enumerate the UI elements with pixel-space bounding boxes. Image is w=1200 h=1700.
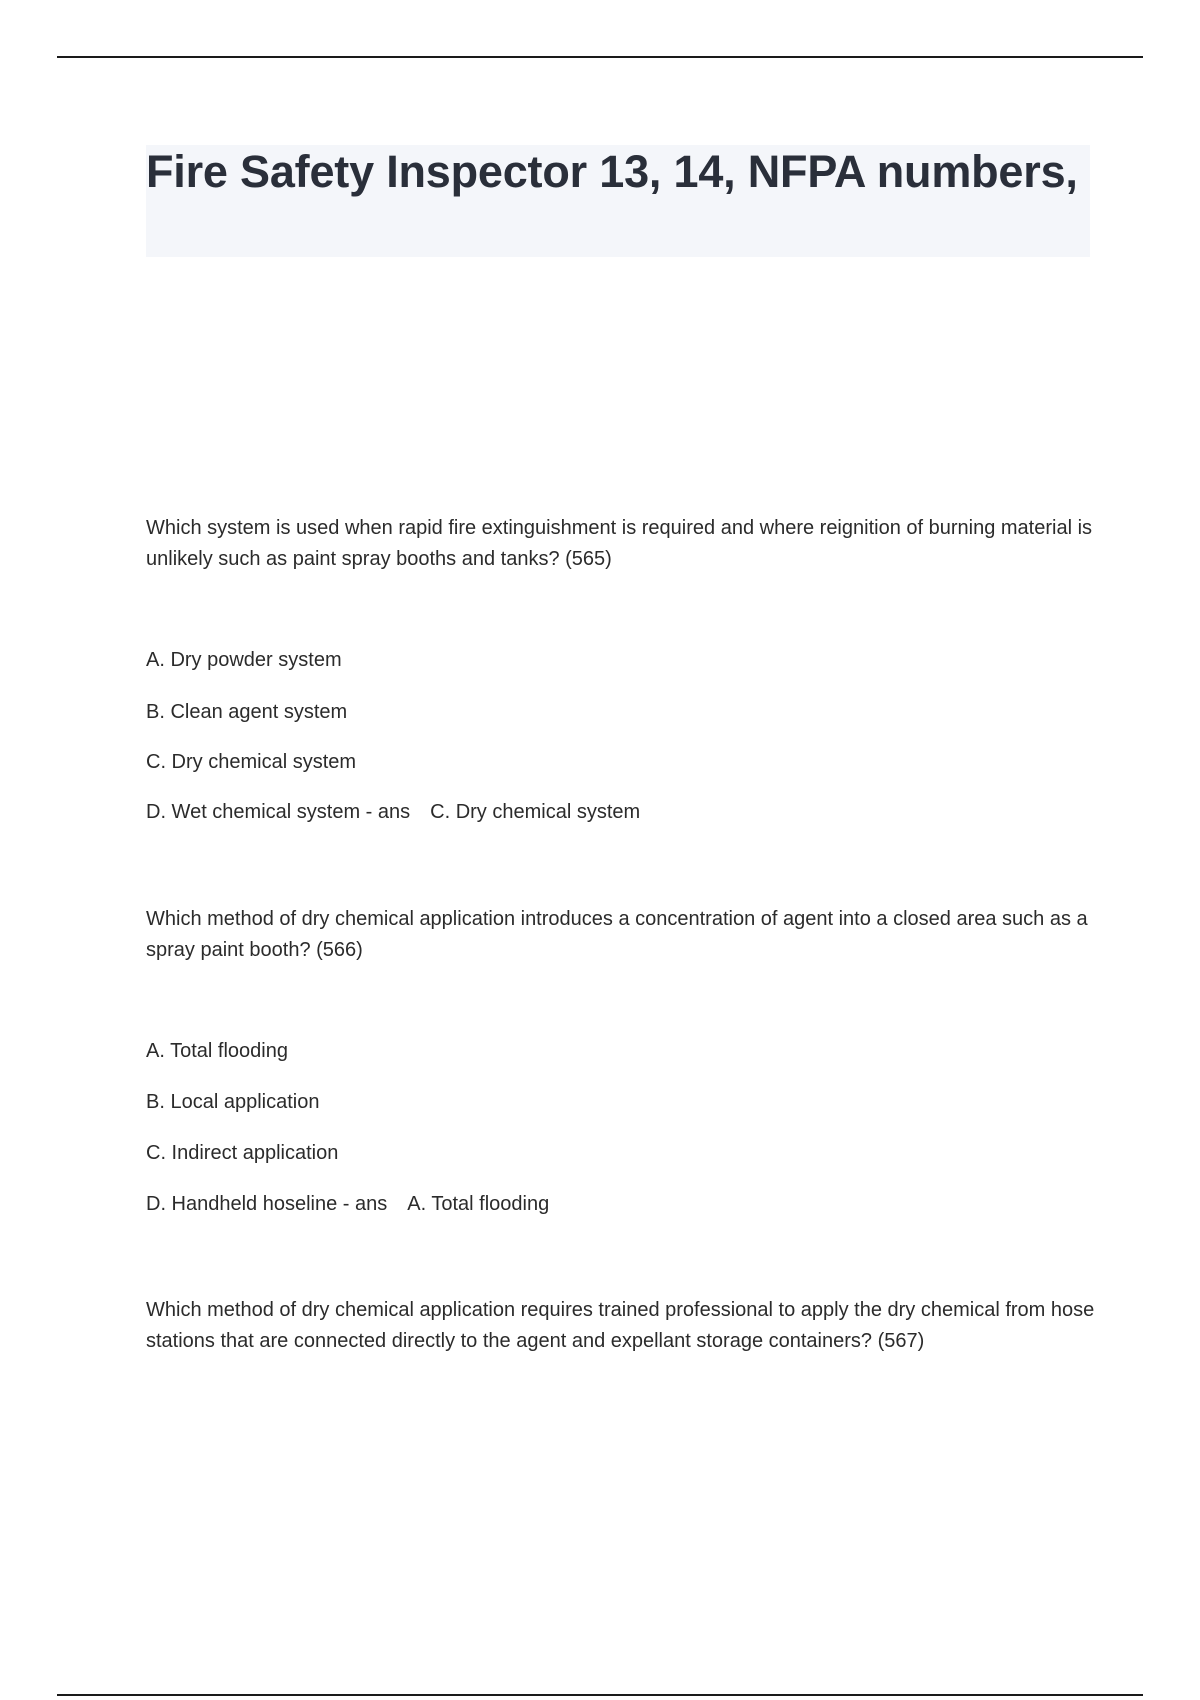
bottom-rule — [57, 1694, 1143, 1696]
option-a: A. Dry powder system — [146, 649, 342, 671]
question-text: Which method of dry chemical application introduces a concentration of agent into a closed area such as a spray paint booth? (566) — [146, 908, 1088, 961]
option-d: D. Handheld hoseline - ans — [146, 1193, 388, 1215]
title-box — [146, 145, 1090, 257]
option-b: B. Local application — [146, 1091, 320, 1113]
question-text: Which method of dry chemical application requires trained professional to apply the dry chemical from hose stations that are connected directly to the agent and expellant storage containers? (567) — [146, 1299, 1095, 1352]
option-b: B. Clean agent system — [146, 701, 348, 723]
option-d-with-answer — [146, 1192, 549, 1216]
question-text: Which system is used when rapid fire extinguishment is required and where reignition of burning material is unlikely such as paint spray booths and tanks? (565) — [146, 517, 1093, 570]
option-c: C. Dry chemical system — [146, 751, 357, 773]
option-d: D. Wet chemical system - ans — [146, 801, 411, 823]
top-rule — [57, 56, 1143, 58]
answer-text: A. Total flooding — [407, 1193, 550, 1215]
page-title: Fire Safety Inspector 13, 14, NFPA numbers, — [146, 146, 1078, 197]
question-block-3 — [146, 1295, 1096, 1357]
option-d-with-answer — [146, 800, 640, 824]
question-block-1 — [146, 513, 1096, 575]
option-a: A. Total flooding — [146, 1040, 288, 1062]
answer-text: C. Dry chemical system — [430, 801, 641, 823]
question-block-2 — [146, 904, 1096, 966]
option-c: C. Indirect application — [146, 1142, 339, 1164]
